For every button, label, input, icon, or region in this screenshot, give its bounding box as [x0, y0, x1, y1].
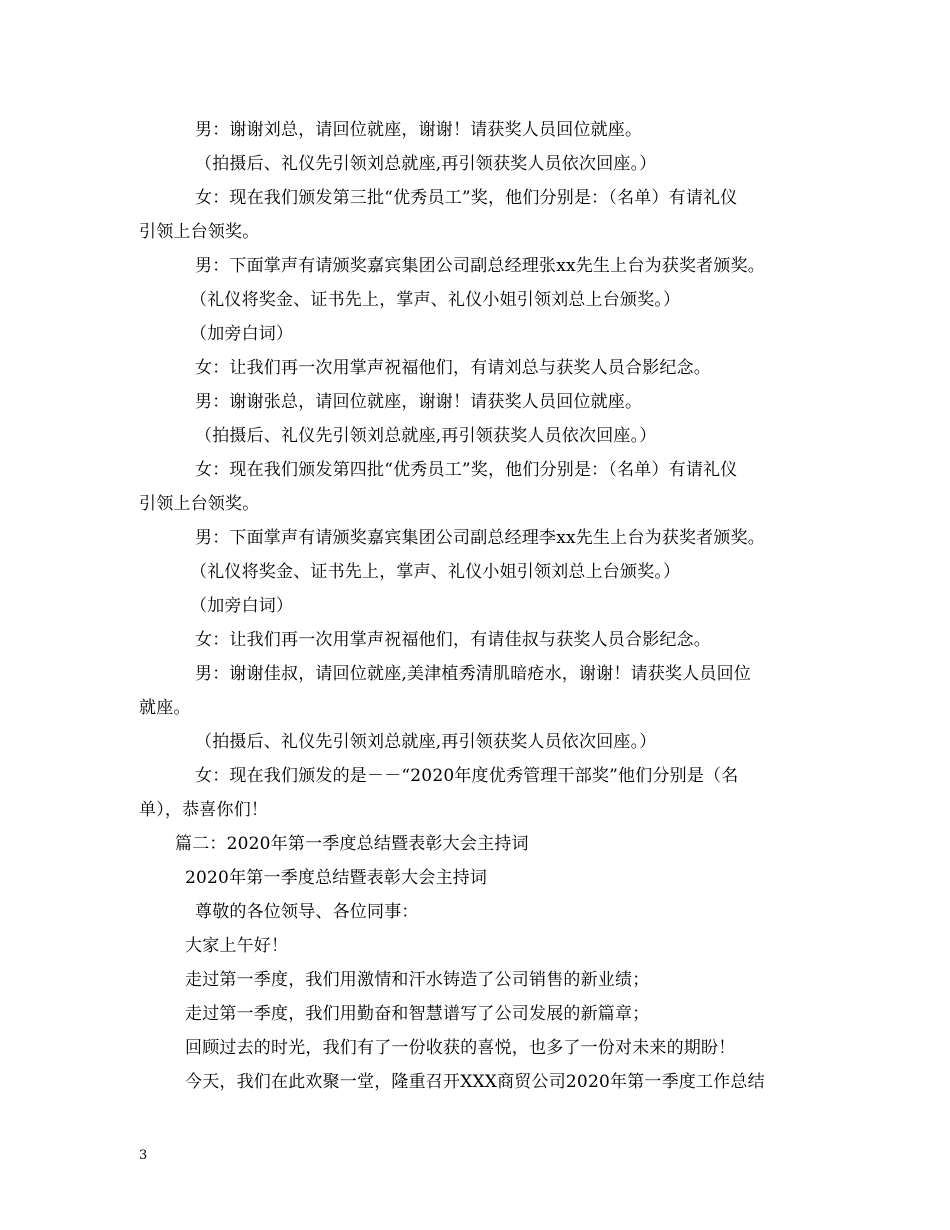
body-text-line: 今天，我们在此欢聚一堂，隆重召开XXX商贸公司2020年第一季度工作总结 — [185, 1072, 765, 1092]
body-text-line: 单），恭喜你们！ — [139, 800, 269, 820]
body-text-line: 走过第一季度，我们用勤奋和智慧谱写了公司发展的新篇章； — [185, 1004, 650, 1024]
body-text-line: （拍摄后、礼仪先引领刘总就座,再引领获奖人员依次回座。） — [195, 426, 657, 446]
body-text-line: 男：下面掌声有请颁奖嘉宾集团公司副总经理李xx先生上台为获奖者颁奖。 — [195, 528, 765, 548]
section-heading: 篇二：2020年第一季度总结暨表彰大会主持词 — [175, 834, 529, 854]
body-text-line: 女：现在我们颁发的是－－“2020年度优秀管理干部奖”他们分别是（名 — [195, 766, 739, 786]
body-text-line: 走过第一季度，我们用激情和汗水铸造了公司销售的新业绩； — [185, 970, 650, 990]
body-text-line: （礼仪将奖金、证书先上，掌声、礼仪小姐引领刘总上台颁奖。） — [190, 562, 681, 582]
body-text-line: 女：现在我们颁发第四批“优秀员工”奖，他们分别是：（名单）有请礼仪 — [195, 460, 738, 480]
body-text-line: 女：现在我们颁发第三批“优秀员工”奖，他们分别是：（名单）有请礼仪 — [195, 188, 738, 208]
body-text-line: 男：谢谢刘总，请回位就座，谢谢！请获奖人员回位就座。 — [195, 120, 643, 140]
salutation-line: 尊敬的各位领导、各位同事： — [195, 902, 419, 922]
body-text-line: （加旁白词） — [190, 324, 294, 344]
body-text-line: 引领上台领奖。 — [139, 494, 260, 514]
body-text-line: 女：让我们再一次用掌声祝福他们，有请佳叔与获奖人员合影纪念。 — [195, 630, 711, 650]
document-title: 2020年第一季度总结暨表彰大会主持词 — [185, 868, 488, 888]
greeting-line: 大家上午好！ — [185, 936, 289, 956]
body-text-line: 回顾过去的时光，我们有了一份收获的喜悦，也多了一份对未来的期盼！ — [185, 1038, 736, 1058]
body-text-line: 男：下面掌声有请颁奖嘉宾集团公司副总经理张xx先生上台为获奖者颁奖。 — [195, 256, 765, 276]
body-text-line: 引领上台领奖。 — [139, 222, 260, 242]
body-text-line: 就座。 — [139, 698, 191, 718]
body-text-line: （加旁白词） — [190, 596, 294, 616]
body-text-line: （礼仪将奖金、证书先上，掌声、礼仪小姐引领刘总上台颁奖。） — [190, 290, 681, 310]
body-text-line: 男：谢谢张总，请回位就座，谢谢！请获奖人员回位就座。 — [195, 392, 643, 412]
page-number: 3 — [139, 1148, 148, 1163]
body-text-line: （拍摄后、礼仪先引领刘总就座,再引领获奖人员依次回座。） — [195, 154, 657, 174]
body-text-line: 女：让我们再一次用掌声祝福他们，有请刘总与获奖人员合影纪念。 — [195, 358, 711, 378]
body-text-line: （拍摄后、礼仪先引领刘总就座,再引领获奖人员依次回座。） — [195, 732, 657, 752]
body-text-line: 男：谢谢佳叔，请回位就座,美津植秀清肌暗疮水，谢谢！请获奖人员回位 — [195, 664, 752, 684]
